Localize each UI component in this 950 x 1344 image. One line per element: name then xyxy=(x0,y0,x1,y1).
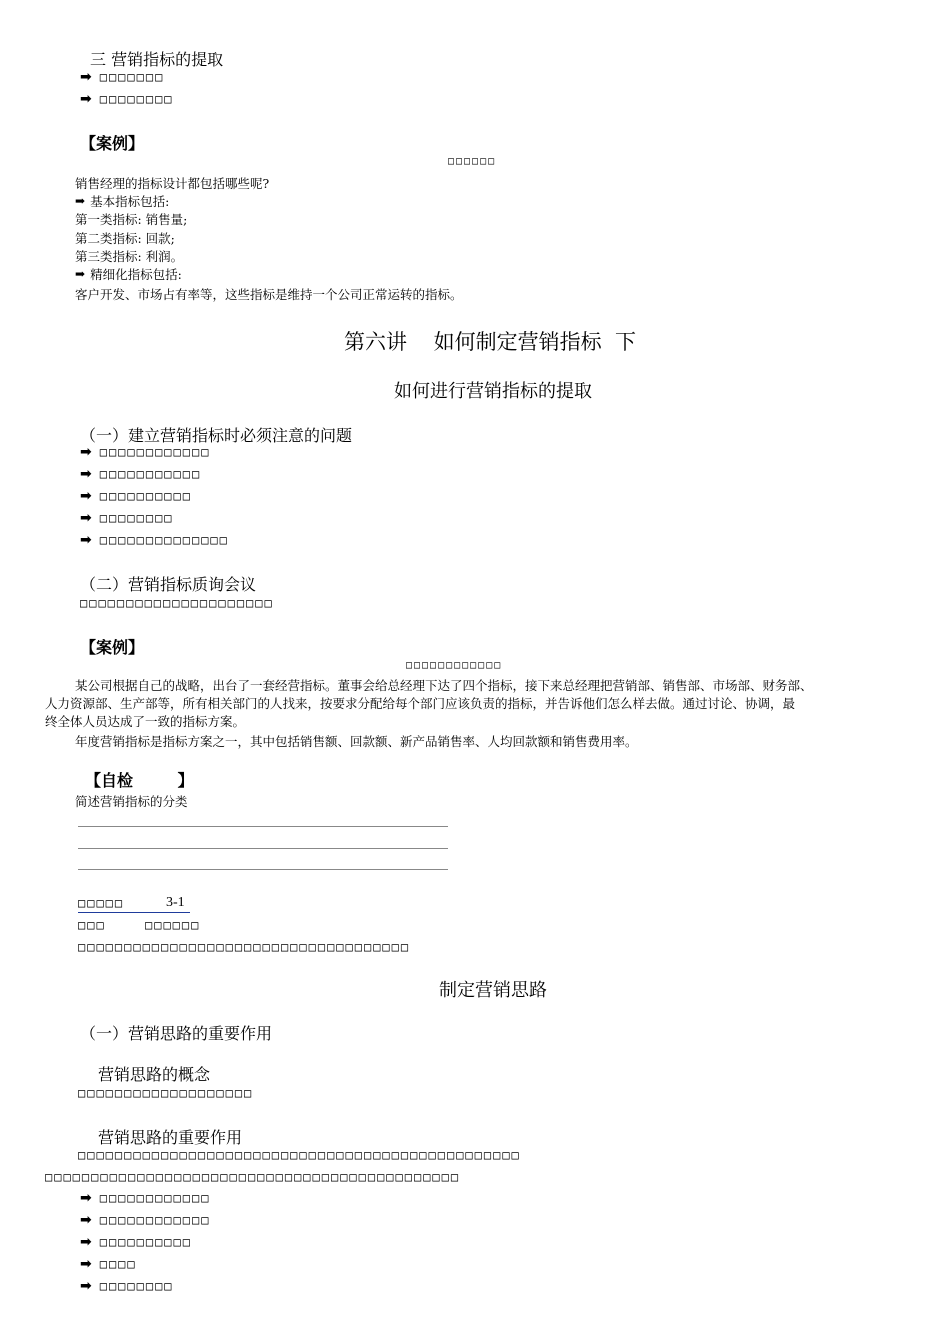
bullet-item: ➡ □□□□□□□□ xyxy=(80,1278,174,1294)
lecture-subtitle: 如何进行营销指标的提取 xyxy=(394,381,592,402)
arrow-right-icon: ➡ xyxy=(80,1256,92,1272)
bullet-item: ➡ □□□□□□□□□□□□ xyxy=(80,444,211,460)
bullet-item: ➡ □□□□□□□□ xyxy=(80,510,174,526)
bullet-item: ➡ □□□□□□□□ xyxy=(80,91,174,107)
garbled-text: □□□□□□□□□□□□□□□□□□□□□□□□□□□□□□□□□□□□□□□□□□□□□□□□ xyxy=(78,1148,521,1162)
arrow-right-icon: ➡ xyxy=(75,267,86,281)
bullet-item: ➡ □□□□□□□□□□ xyxy=(80,1234,192,1250)
case-label: 【案例】 xyxy=(80,134,145,153)
garbled-text: □□□□□□□□□□□□□□□□□□□ xyxy=(78,1086,254,1100)
garbled-text: □□□□□□ xyxy=(145,918,201,932)
arrow-right-icon: ➡ xyxy=(80,1234,92,1250)
garbled-text: □□□□□□□□□□□□□□□□□□□□□ xyxy=(80,596,274,610)
bullet-item: ➡ □□□□□□□ xyxy=(80,69,165,85)
case-paragraph: 终全体人员达成了一致的指标方案。 xyxy=(45,714,246,729)
case-text: 第一类指标: 销售量; xyxy=(75,212,188,227)
case-paragraph: 年度营销指标是指标方案之一，其中包括销售额、回款额、新产品销售率、人均回款额和销售费用率。 xyxy=(75,734,638,749)
arrow-right-icon: ➡ xyxy=(80,1212,92,1228)
sub-heading: 营销思路的概念 xyxy=(98,1065,211,1084)
sub-heading: 营销思路的重要作用 xyxy=(98,1128,243,1147)
garbled-text: □□□□□□□□□□□□□□□□□□□□□□□□□□□□□□□□□□□□ xyxy=(78,940,411,954)
section-heading: （一）营销思路的重要作用 xyxy=(80,1024,273,1043)
bullet-item: ➡ 精细化指标包括: xyxy=(75,267,182,282)
arrow-right-icon: ➡ xyxy=(80,1278,92,1294)
case-text: 第三类指标: 利润。 xyxy=(75,249,184,264)
section-title: 制定营销思路 xyxy=(439,980,547,1001)
section-heading: （一）建立营销指标时必须注意的问题 xyxy=(80,426,353,445)
case-subtitle: □□□□□□□□□□□□ xyxy=(406,660,503,671)
arrow-right-icon: ➡ xyxy=(80,1190,92,1206)
section-heading: 三 营销指标的提取 xyxy=(90,50,224,69)
arrow-right-icon: ➡ xyxy=(80,444,92,460)
arrow-right-icon: ➡ xyxy=(80,69,92,85)
case-subtitle: □□□□□□ xyxy=(448,156,497,167)
bullet-item: ➡ 基本指标包括: xyxy=(75,194,170,209)
bullet-item: ➡ □□□□□□□□□□□ xyxy=(80,466,202,482)
answer-line[interactable] xyxy=(78,848,448,849)
arrow-right-icon: ➡ xyxy=(80,466,92,482)
selfcheck-question: 简述营销指标的分类 xyxy=(75,794,188,809)
bullet-item: ➡ □□□□ xyxy=(80,1256,137,1272)
bullet-item: ➡ □□□□□□□□□□□□□□ xyxy=(80,532,229,548)
case-text: 销售经理的指标设计都包括哪些呢? xyxy=(75,176,270,191)
answer-line[interactable] xyxy=(78,869,448,870)
bullet-item: ➡ □□□□□□□□□□ xyxy=(80,488,192,504)
answer-line[interactable] xyxy=(78,826,448,827)
case-text: 客户开发、市场占有率等，这些指标是维持一个公司正常运转的指标。 xyxy=(75,287,463,302)
garbled-text: □□□□□□□□□□□□□□□□□□□□□□□□□□□□□□□□□□□□□□□□□□□□□ xyxy=(45,1170,461,1184)
arrow-right-icon: ➡ xyxy=(80,488,92,504)
bullet-item: ➡ □□□□□□□□□□□□ xyxy=(80,1190,211,1206)
case-paragraph: 人力资源部、生产部等，所有相关部门的人找来，按要求分配给每个部门应该负责的指标，并告诉他们怎么样去做。通过讨论、协调，最 xyxy=(45,696,796,711)
section-heading: （二）营销指标质询会议 xyxy=(80,575,257,594)
arrow-right-icon: ➡ xyxy=(80,91,92,107)
reference-link[interactable]: □□□□□ 3-1 xyxy=(78,895,190,913)
arrow-right-icon: ➡ xyxy=(75,194,86,208)
arrow-right-icon: ➡ xyxy=(80,532,92,548)
arrow-right-icon: ➡ xyxy=(80,510,92,526)
case-text: 第二类指标: 回款; xyxy=(75,231,175,246)
selfcheck-label: 【自检 】 xyxy=(85,771,194,790)
garbled-text: □□□ xyxy=(78,918,106,932)
case-label: 【案例】 xyxy=(80,638,145,657)
bullet-item: ➡ □□□□□□□□□□□□ xyxy=(80,1212,211,1228)
case-paragraph: 某公司根据自己的战略，出台了一套经营指标。董事会给总经理下达了四个指标，接下来总经理把营销部、销售部、市场部、财务部、 xyxy=(75,678,813,693)
lecture-title: 第六讲 如何制定营销指标 下 xyxy=(343,330,637,354)
